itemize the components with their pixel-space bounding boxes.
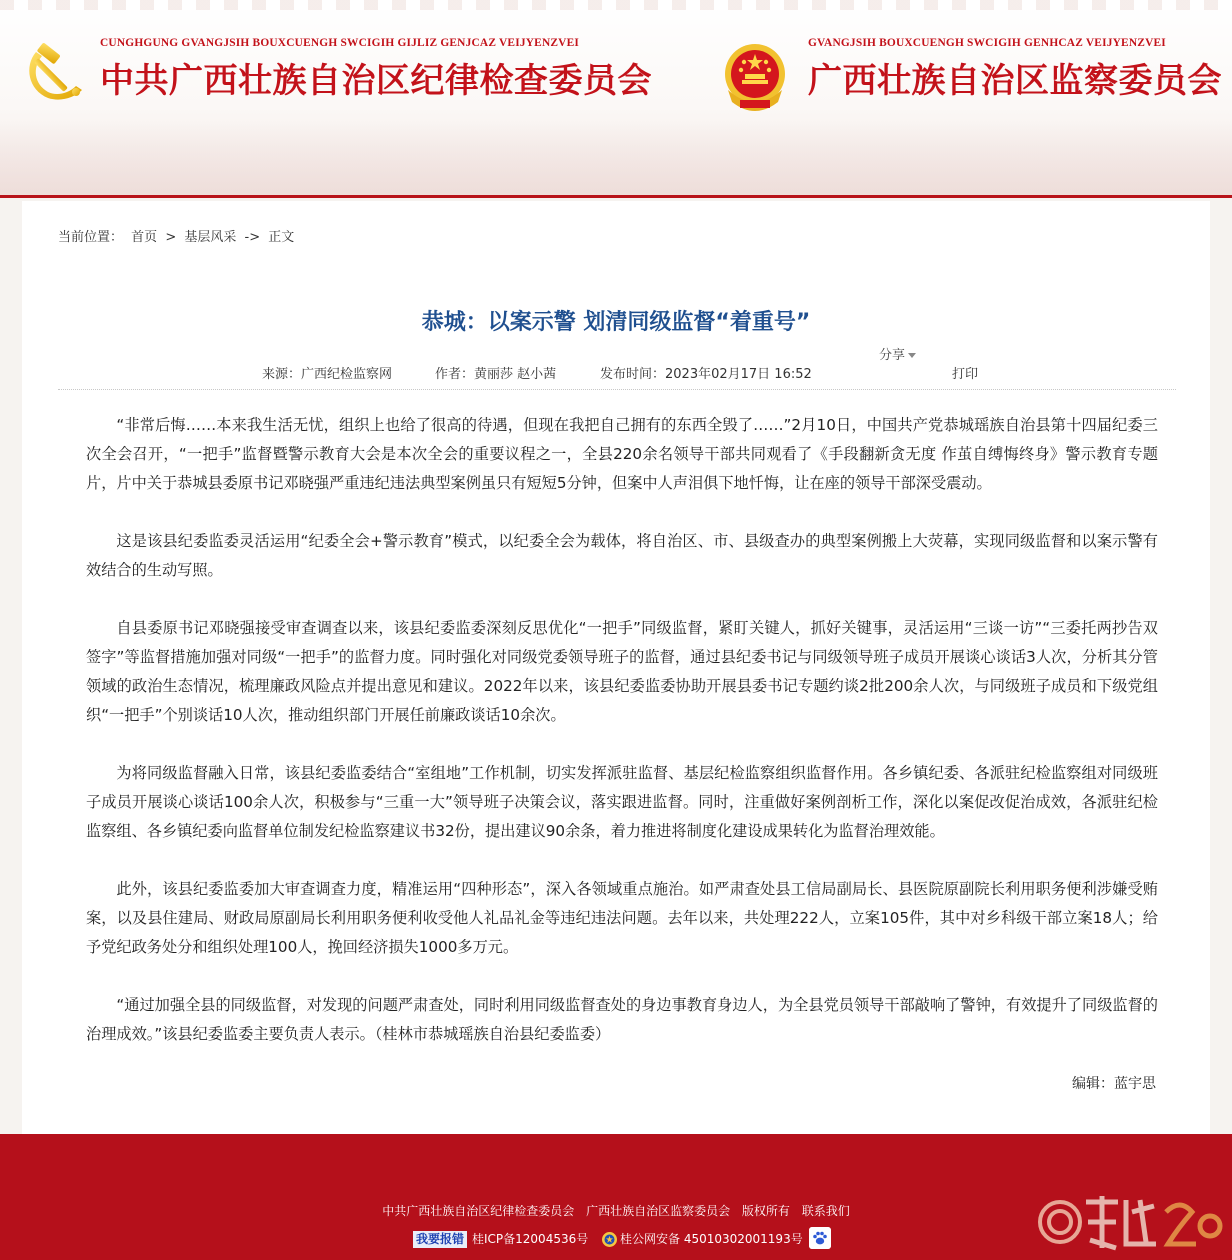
breadcrumb bbox=[58, 226, 298, 245]
paw-icon[interactable] bbox=[809, 1227, 831, 1249]
police-record-link[interactable]: 桂公网安备 45010302001193号 bbox=[620, 1232, 803, 1246]
content-panel bbox=[22, 201, 1210, 1134]
article-paragraph: 这是该县纪委监委灵活运用“纪委全会+警示教育”模式，以纪委全会为载体，将自治区、市、县级查办的典型案例搬上大荧幕，实现同级监督和以案示警有效结合的生动写照。 bbox=[86, 532, 1158, 579]
footer-link-contact[interactable]: 联系我们 bbox=[801, 1204, 850, 1218]
article-publish-time: 发布时间：2023年02月17日 16:52 bbox=[600, 367, 812, 382]
site-header bbox=[0, 0, 1232, 198]
police-badge-icon bbox=[601, 1231, 618, 1248]
national-emblem-icon bbox=[722, 40, 788, 112]
article-paragraph: 此外，该县纪委监委加大审查调查力度，精准运用“四种形态”，深入各领域重点施治。如严肃查处县工信局副局长、县医院原副院长利用职务便利涉嫌受贿案，以及县住建局、财政局原副局长利用职务便利收受他人礼品礼金等违纪违法问题。去年以来，共处理222人，立案105件，其中对乡科级干部立案18人；给予党纪政务处分和组织处理100人，挽回经济损失1000多万元。 bbox=[86, 880, 1158, 956]
right-org-zhuang-name: GVANGJSIH BOUXCUENGH SWCIGIH GENHCAZ VEIJYENZVEI bbox=[808, 37, 1166, 49]
footer-copyright: 版权所有 bbox=[741, 1204, 790, 1218]
article-paragraph: 为将同级监督融入日常，该县纪委监委结合“室组地”工作机制，切实发挥派驻监督、基层纪检监察组织监督作用。各乡镇纪委、各派驻纪检监察组对同级班子成员开展谈心谈话100余人次，积极参与“三重一大”领导班子决策会议，落实跟进监督。同时，注重做好案例剖析工作，深化以案促改促治成效，各派驻纪检监察组、各乡镇纪委向监督单位制发纪检监察建议书32份，提出建议90余条，着力推进将制度化建设成果转化为监督治理效能。 bbox=[86, 764, 1158, 840]
article-author: 作者：黄丽莎 赵小茜 bbox=[435, 367, 557, 382]
article-editor: 编辑：蓝宇思 bbox=[1072, 1076, 1156, 1092]
header-pattern bbox=[0, 0, 1232, 10]
article-paragraph: “通过加强全县的同级监督，对发现的问题严肃查处，同时利用同级监督查处的身边事教育身边人，为全县党员领导干部敲响了警钟，有效提升了同级监督的治理成效。”该县纪委监委主要负责人表示。（桂林市恭城瑶族自治县纪委监委） bbox=[86, 996, 1158, 1043]
icp-record-link[interactable]: 桂ICP备12004536号 bbox=[472, 1232, 589, 1246]
right-org-name: 广西壮族自治区监察委员会 bbox=[808, 61, 1222, 101]
left-org-zhuang-name: CUNGHGUNG GVANGJSIH BOUXCUENGH SWCIGIH GIJLIZ GENJCAZ VEIJYENZVEI bbox=[100, 37, 580, 49]
article-paragraph: 自县委原书记邓晓强接受审查调查以来，该县纪委监委深刻反思优化“一把手”同级监督，紧盯关键人，抓好关键事，灵活运用“三谈一访”“三委托两抄告双签字”等监督措施加强对同级“一把手”的监督力度。同时强化对同级党委领导班子的监督，通过县纪委书记与同级领导班子成员开展谈心谈话3人次，分析其分管领域的政治生态情况，梳理廉政风险点并提出意见和建议。2022年以来，该县纪委监委协助开展县委书记专题约谈2批200余人次，与同级班子成员和下级党组织“一把手”个别谈话10人次，推动组织部门开展任前廉政谈话10余次。 bbox=[86, 619, 1158, 724]
article-source: 来源：广西纪检监察网 bbox=[262, 367, 393, 382]
breadcrumb-section-link[interactable]: 基层风采 bbox=[184, 230, 237, 245]
article-title: 恭城：以案示警 划清同级监督“着重号” bbox=[421, 310, 811, 335]
header-glow bbox=[0, 120, 1232, 198]
report-error-button[interactable]: 我要报错 bbox=[413, 1231, 467, 1248]
breadcrumb-current: 正文 bbox=[268, 230, 295, 245]
breadcrumb-separator: > bbox=[165, 230, 177, 245]
chevron-down-icon bbox=[908, 353, 916, 358]
footer-link-commission[interactable]: 中共广西壮族自治区纪律检查委员会 bbox=[382, 1204, 575, 1218]
article-paragraph: “非常后悔……本来我生活无忧，组织上也给了很高的待遇，但现在我把自己拥有的东西全毁了……”2月10日，中国共产党恭城瑶族自治县第十四届纪委三次全会召开，“一把手”监督暨警示教育大会是本次全会的重要议程之一，全县220余名领导干部共同观看了《手段翻新贪无度 作茧自缚悔终身》警示教育专题片，片中关于恭城县委原书记邓晓强严重违纪违法典型案例虽只有短短5分钟，但案中人声泪俱下地忏悔，让在座的领导干部深受震动。 bbox=[86, 416, 1158, 492]
share-label: 分享 bbox=[879, 348, 906, 363]
print-link[interactable]: 打印 bbox=[952, 367, 979, 382]
breadcrumb-label: 当前位置： bbox=[58, 230, 124, 245]
article-body bbox=[86, 411, 1158, 1049]
party-emblem-icon bbox=[22, 40, 88, 106]
breadcrumb-separator: -> bbox=[244, 230, 261, 245]
share-button[interactable] bbox=[879, 344, 916, 363]
left-org-name: 中共广西壮族自治区纪律检查委员会 bbox=[100, 61, 652, 101]
footer-link-supervision[interactable]: 广西壮族自治区监察委员会 bbox=[586, 1204, 731, 1218]
site-footer bbox=[0, 1134, 1232, 1260]
watermark-logo bbox=[1028, 1182, 1224, 1258]
breadcrumb-home-link[interactable]: 首页 bbox=[131, 230, 158, 245]
meta-divider bbox=[58, 389, 1176, 390]
